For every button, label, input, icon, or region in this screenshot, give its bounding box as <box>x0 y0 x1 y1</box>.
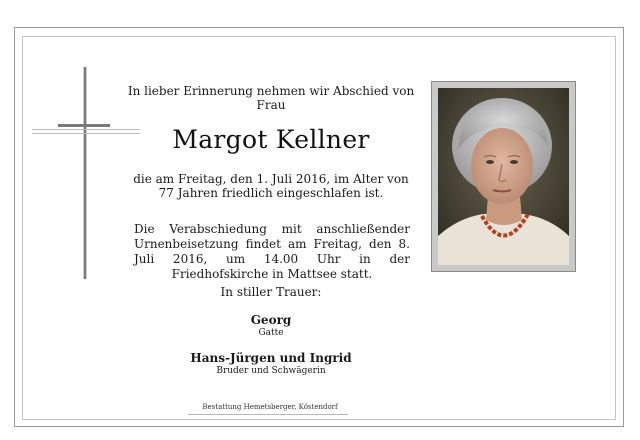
mourner-name: Georg <box>250 313 292 327</box>
mourner-relation: Bruder und Schwägerin <box>216 366 326 376</box>
funeral-home-credit: Bestattung Hemetsberger, Köstendorf <box>202 403 338 411</box>
death-text: die am Freitag, den 1. Juli 2016, im Alter von 77 Jahren friedlich eingeschlafen ist. <box>133 172 409 200</box>
funeral-home-rule <box>188 414 348 415</box>
deceased-name: Margot Kellner <box>172 125 370 154</box>
mourner-entry <box>126 313 416 339</box>
mourner-name: Hans-Jürgen und Ingrid <box>190 351 352 365</box>
cross-vertical-bar <box>83 67 87 279</box>
mourner-entry <box>126 351 416 377</box>
portrait-frame <box>431 81 576 272</box>
ceremony-text: Die Verabschiedung mit anschließender Urnenbeisetzung findet am Freitag, den 8. Juli 2016, um 14.00 Uhr in der Friedhofskirche in Mattsee statt. <box>134 222 410 281</box>
mourner-relation: Gatte <box>258 328 284 338</box>
intro-text: In lieber Erinnerung nehmen wir Abschied von Frau <box>127 84 415 112</box>
mourning-heading: In stiller Trauer: <box>220 285 322 299</box>
cross-horizontal-bar <box>58 124 110 127</box>
portrait-photo <box>438 88 569 265</box>
portrait-image <box>438 88 569 265</box>
cross-thin-line <box>32 129 140 130</box>
cross-thin-line <box>32 133 140 134</box>
